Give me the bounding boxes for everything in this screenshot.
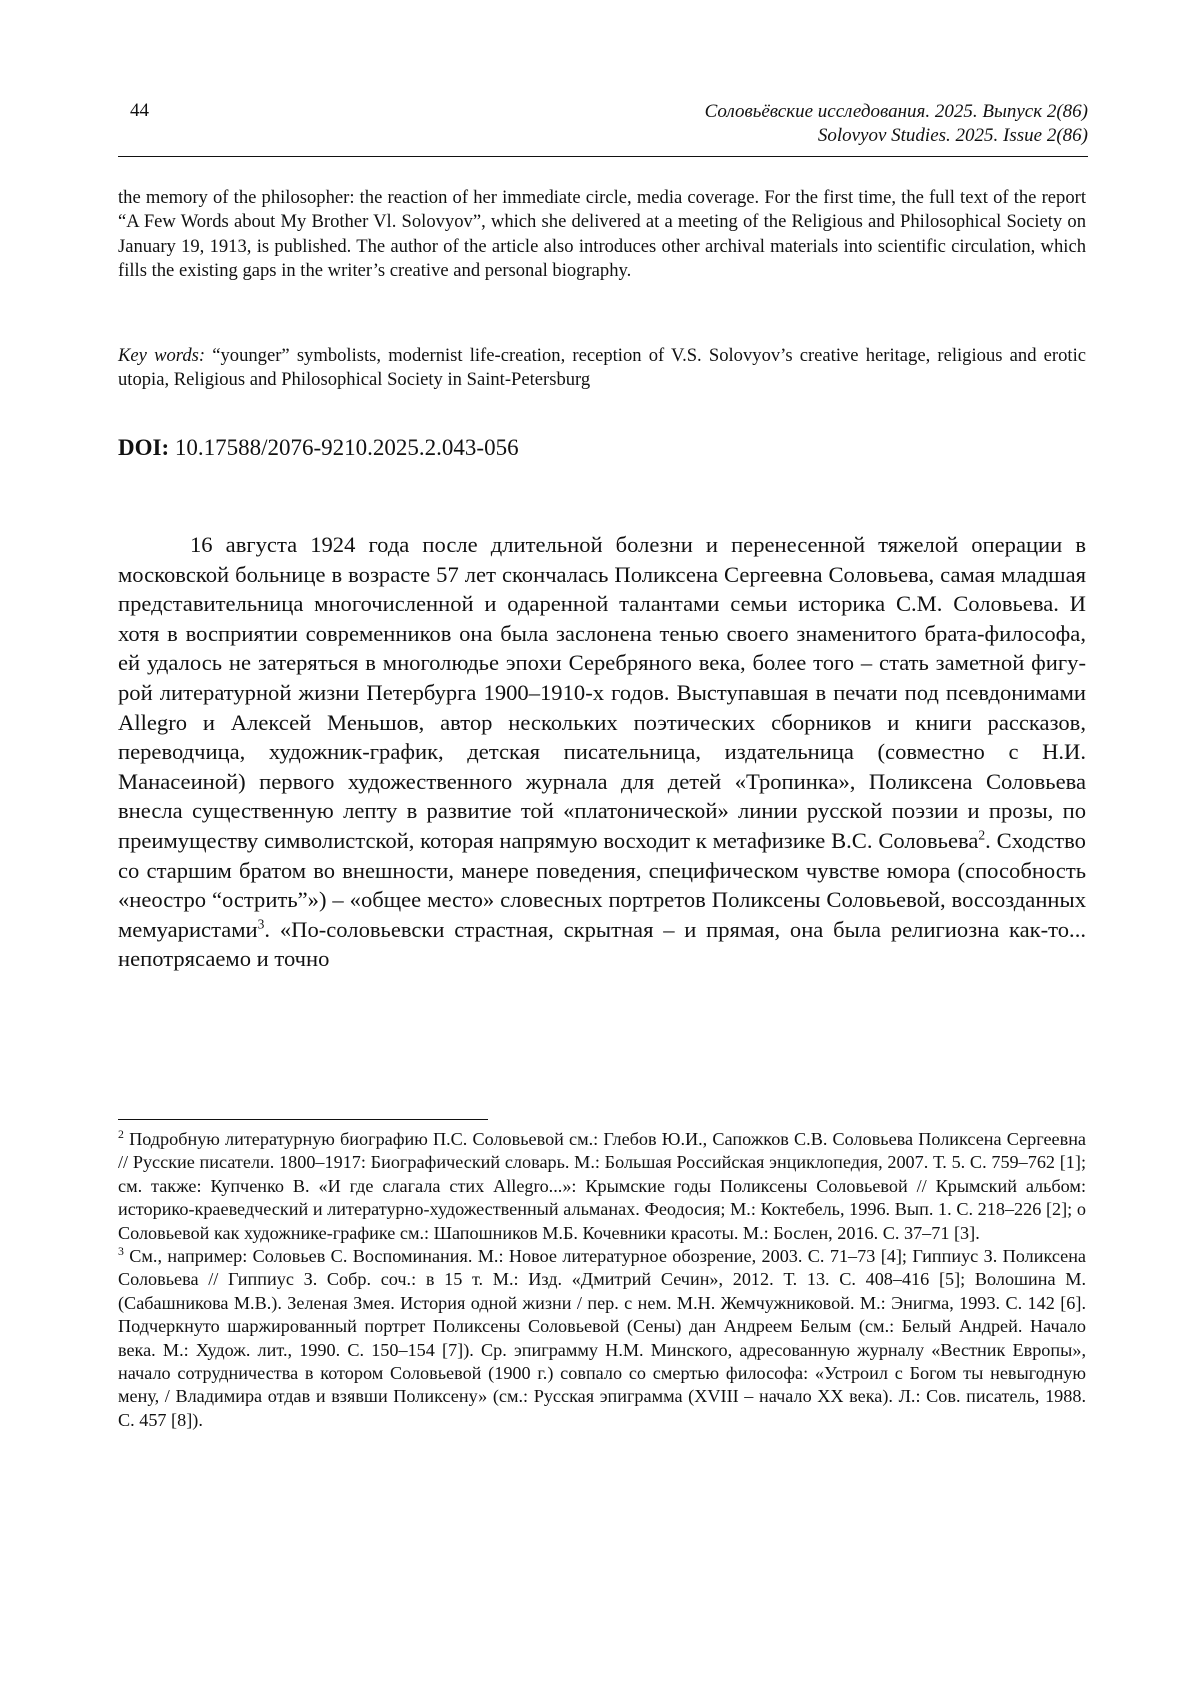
doi xyxy=(118,435,519,461)
footnote-ref-3[interactable]: 3 xyxy=(257,916,265,932)
footnote-ref-2[interactable]: 2 xyxy=(978,827,986,843)
footnote-divider xyxy=(118,1119,488,1120)
page-number: 44 xyxy=(130,100,149,121)
header-divider xyxy=(118,156,1088,157)
footnote-mark: 2 xyxy=(118,1126,124,1141)
journal-title-ru: Соловьёвские исследования. 2025. Выпуск 2(86) xyxy=(704,101,1088,122)
footnote-text: Подробную литературную биографию П.С. Соловьевой см.: Глебов Ю.И., Сапожков С.В. Соловьева Поликсена Сергеевна // Русские писатели. 1800–1917: Биографический словарь. М.: Большая Российская энциклопедия, 2007. Т. 5. С. 759–762 [1]; см. также: Купченко В. «И где слагала стих Allegro...»: Крымские годы Поликсены Соловьевой // Крымский альбом: историко-краеведческий и литературно-художественный альманах. Феодосия; М.: Коктебель, 1996. Вып. 1. С. 218–226 [2]; о Соловьевой как художнике-графике см.: Шапошников М.Б. Кочевники красоты. М.: Бослен, 2016. С. 37–71 [3]. xyxy=(118,1129,1086,1243)
journal-title xyxy=(705,100,1088,148)
body-text-part-2: . Сходство со старшим братом во внешности, манере поведения, специфическом чувстве юмора (способность «неостро “острить”») – «общее место» словесных портретов Поликсены Соловьевой, воссозданных мемуаристами xyxy=(118,827,1086,942)
journal-title-en: Solovyov Studies. 2025. Issue 2(86) xyxy=(817,125,1088,146)
keywords-label: Key words: xyxy=(118,345,206,366)
footnote-text: См., например: Соловьев С. Воспоминания. М.: Новое литературное обозрение, 2003. С. 71–73 [4]; Гиппиус З. Поликсена Соловьева // Гиппиус З. Собр. соч.: в 15 т. М.: Изд. «Дмитрий Сечин», 2012. Т. 13. С. 408–416 [5]; Волошина М. (Сабашникова М.В.). Зеленая Змея. История одной жизни / пер. с нем. М.Н. Жемчужниковой. М.: Энигма, 1993. С. 142 [6]. Подчеркнуто шаржированный портрет Поликсены Соловьевой (Сены) дан Андреем Белым (см.: Белый Андрей. Начало века. М.: Худож. лит., 1990. С. 150–154 [7]). Ср. эпиграмму Н.М. Минского, адресованную журналу «Вестник Европы», начало сотрудничества в котором Соловьевой (1900 г.) совпало со смертью философа: «Устроил с Богом ты невыгодную мену, / Владимира отдав и взявши Поликсену» (см.: Русская эпиграмма (XVIII – начало XX века). Л.: Сов. писатель, 1988. С. 457 [8]). xyxy=(118,1246,1086,1430)
keywords-text: “younger” symbolists, modernist life-creation, reception of V.S. Solovyov’s creative heritage, religious and erotic utopia, Religious and Philosophical Society in Saint-Petersburg xyxy=(118,345,1086,391)
footnote-2 xyxy=(118,1128,1086,1245)
keywords xyxy=(118,344,1086,393)
body-text-part-1: 16 августа 1924 года после длительной болезни и перенесенной тяжелой операции в московской больнице в возрасте 57 лет скончалась Поликсена Сергеевна Соловьева, самая младшая представительница многочисленной и одаренной талантами семьи историка С.М. Соловьева. И хотя в восприятии современников она была заслонена тенью своего знаменитого брата-философа, ей удалось не затеряться в многолюдье эпохи Серебряного века, более того – стать заметной фигурой литературной жизни Петербурга 1900–1910-х годов. Выступавшая в печати под псевдонимами Allegro и Алексей Меньшов, автор нескольких поэтических сборников и книги рассказов, переводчица, художник-график, детская писательница, издательница (совместно с Н.И. Манасеиной) первого художественного журнала для детей «Тропинка», Поликсена Соловьева внесла существенную лепту в развитие той «платонической» линии русской поэзии и прозы, по преимуществу символистской, которая напрямую восходит к метафизике В.С. Соловьева xyxy=(118,532,1086,853)
footnote-mark: 3 xyxy=(118,1243,124,1258)
doi-value: 10.17588/2076-9210.2025.2.043-056 xyxy=(174,435,519,460)
abstract-continuation: the memory of the philosopher: the reaction of her immediate circle, media coverage. For the first time, the full text of the report “A Few Words about My Brother Vl. Solovyov”, which she delivered at a meeting of the Religious and Philosophical Society on January 19, 1913, is published. The author of the article also introduces other archival materials into scientific circulation, which fills the existing gaps in the writer’s creative and personal biography. xyxy=(118,187,1086,282)
doi-label: DOI: xyxy=(118,435,170,460)
footnotes xyxy=(118,1128,1086,1432)
footnote-3 xyxy=(118,1245,1086,1432)
running-header xyxy=(118,100,1088,156)
body-text-part-3: . «По-соловьевски страстная, скрытная – и прямая, она была религиозна как-то... непотрясаемо и точно xyxy=(118,916,1086,972)
body-paragraph xyxy=(118,530,1086,974)
